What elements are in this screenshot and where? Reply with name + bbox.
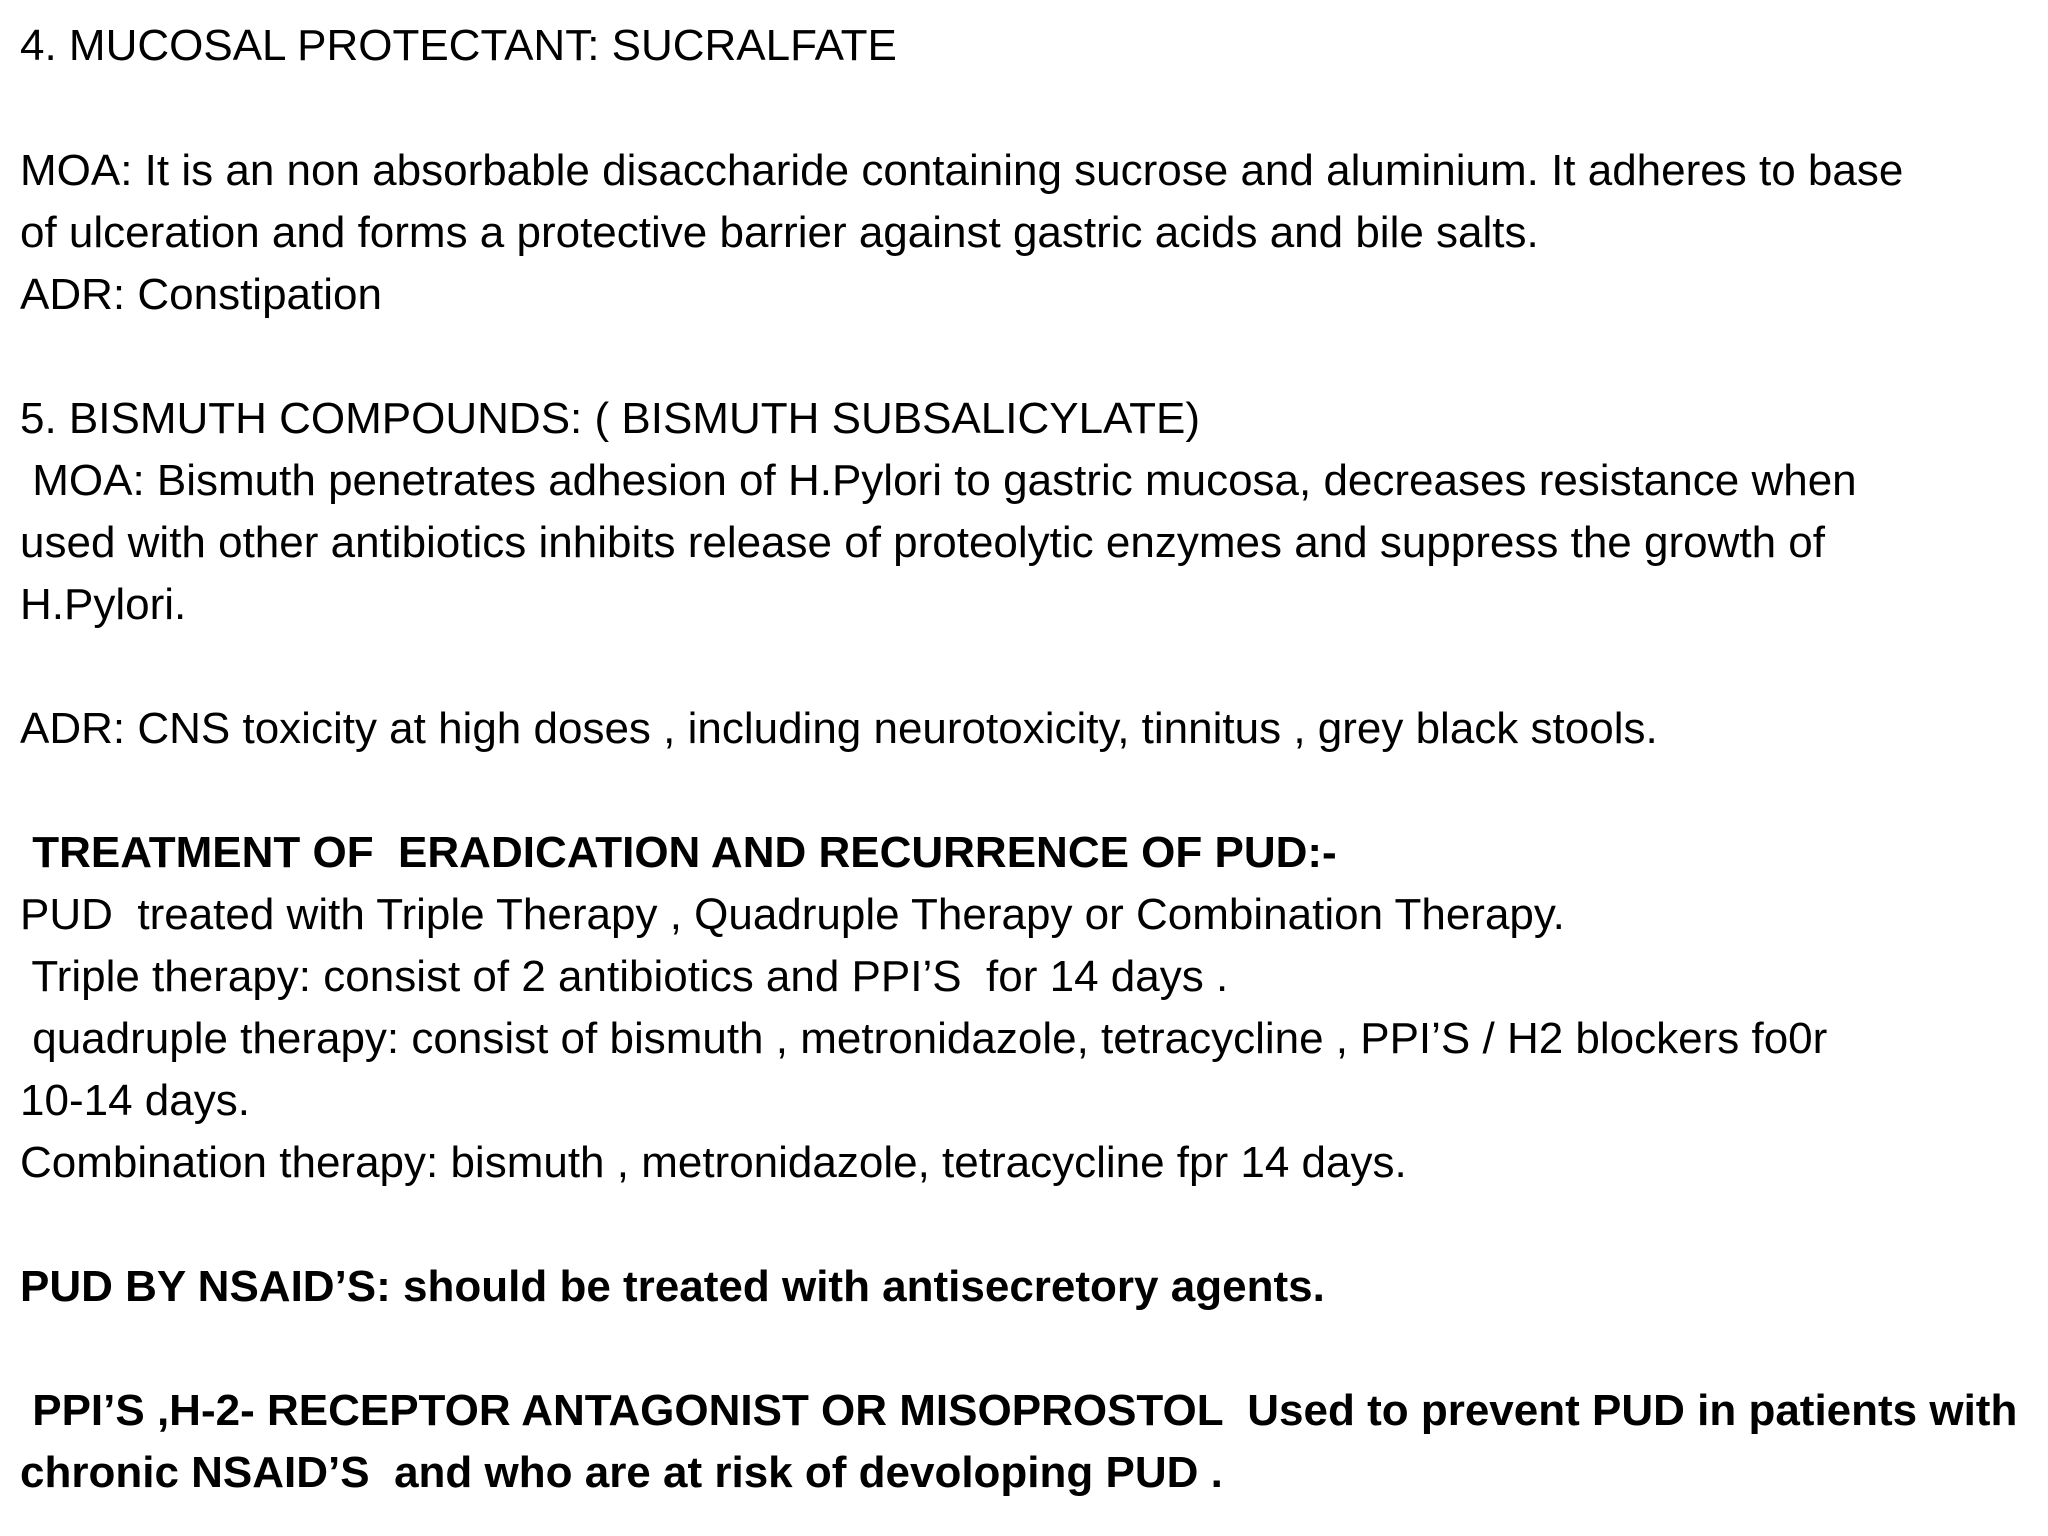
sucralfate-moa-line-2: of ulceration and forms a protective barrier against gastric acids and bile salts. [20,208,1539,257]
treatment-line-5: Combination therapy: bismuth , metronidazole, tetracycline fpr 14 days. [20,1138,1407,1187]
treatment-line-4: 10-14 days. [20,1076,250,1125]
bismuth-heading: 5. BISMUTH COMPOUNDS: ( BISMUTH SUBSALICYLATE) [20,394,1201,443]
treatment-line-1: PUD treated with Triple Therapy , Quadruple Therapy or Combination Therapy. [20,890,1565,939]
nsaid-line-1: PUD BY NSAID’S: should be treated with antisecretory agents. [20,1262,1325,1311]
bismuth-moa-line-2: used with other antibiotics inhibits release of proteolytic enzymes and suppress the growth of [20,518,1825,567]
treatment-line-2: Triple therapy: consist of 2 antibiotics and PPI’S for 14 days . [20,952,1229,1001]
nsaid-prevent-line-2: chronic NSAID’S and who are at risk of devoloping PUD . [20,1448,1223,1497]
sucralfate-heading: 4. MUCOSAL PROTECTANT: SUCRALFATE [20,21,897,70]
treatment-line-3: quadruple therapy: consist of bismuth , metronidazole, tetracycline , PPI’S / H2 blockers fo0r [20,1014,1828,1063]
sucralfate-adr: ADR: Constipation [20,270,382,319]
treatment-heading: TREATMENT OF ERADICATION AND RECURRENCE OF PUD:- [20,828,1337,877]
nsaid-prevent-line-1: PPI’S ,H-2- RECEPTOR ANTAGONIST OR MISOPROSTOL Used to prevent PUD in patients with [20,1386,2018,1435]
bismuth-adr: ADR: CNS toxicity at high doses , including neurotoxicity, tinnitus , grey black stools. [20,704,1658,753]
bismuth-moa-line-1: MOA: Bismuth penetrates adhesion of H.Pylori to gastric mucosa, decreases resistance when [20,456,1857,505]
bismuth-moa-line-3: H.Pylori. [20,580,187,629]
sucralfate-moa-line-1: MOA: It is an non absorbable disaccharide containing sucrose and aluminium. It adheres to base [20,146,1904,195]
